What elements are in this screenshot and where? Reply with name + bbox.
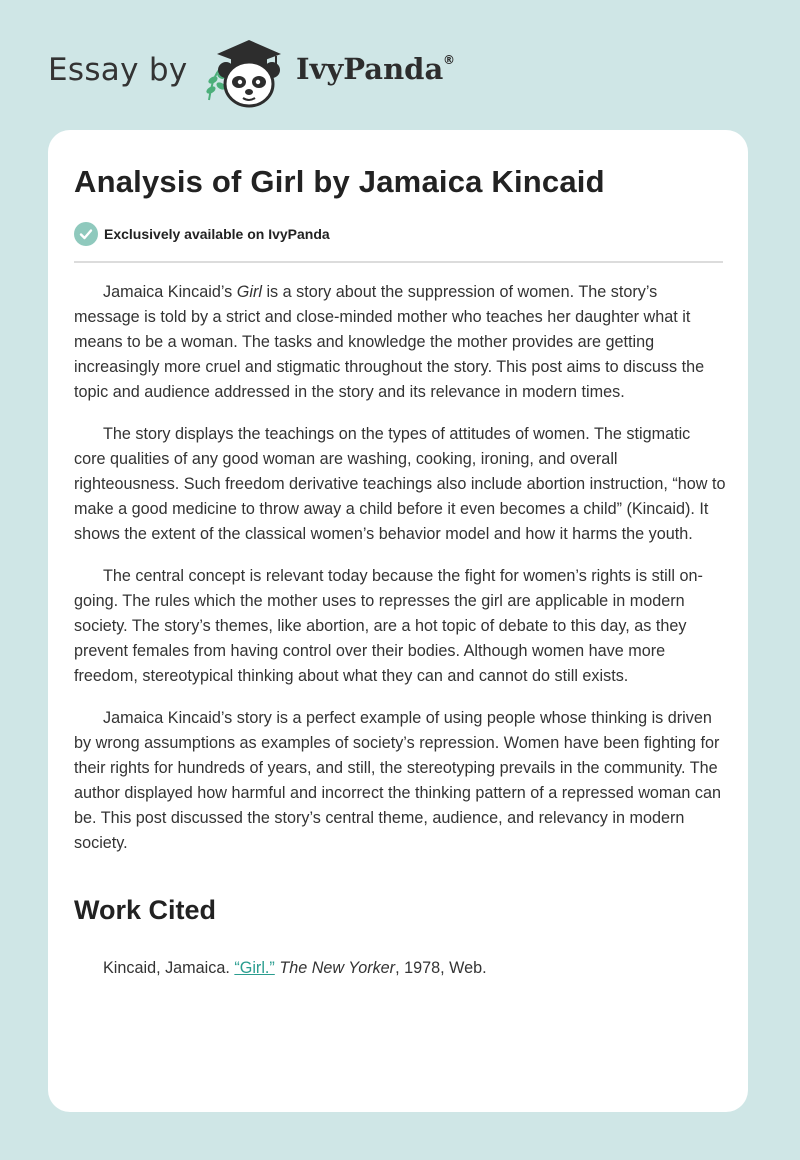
title-divider bbox=[74, 261, 723, 263]
brand-name: IvyPanda bbox=[296, 52, 444, 86]
citation-author: Kincaid, Jamaica. bbox=[103, 959, 235, 977]
paragraph-text: is a story about the suppression of women. The story’s message is told by a strict and close-minded mother who teaches her daughter what it means to be a woman. The tasks and knowledge the mother provides are getting increasingly more cruel and stigmatic throughout the story. This post aims to discuss the topic and audience addressed in the story and its relevance in modern times. bbox=[74, 283, 705, 401]
paragraph: The story displays the teachings on the types of attitudes of women. The stigmatic core qualities of any good woman are washing, cooking, ironing, and overall righteousness. Such freedom derivative teachings also include abortion instruction, “how to make a good medicine to throw away a child before it even becomes a child” (Kincaid). It shows the extent of the classical women’s behavior model and how it harms the youth. bbox=[74, 425, 726, 543]
work-title: Girl bbox=[236, 283, 262, 301]
panda-graduate-icon bbox=[201, 38, 281, 108]
citation-link[interactable]: “Girl.” bbox=[234, 959, 275, 977]
registered-mark: ® bbox=[443, 53, 455, 67]
citation-publication: The New Yorker bbox=[279, 959, 396, 977]
citation-details: , 1978, Web. bbox=[395, 959, 487, 977]
paragraph: Jamaica Kincaid’s story is a perfect example of using people whose thinking is driven by wrong assumptions as examples of society’s repression. Women have been fighting for their rights for hundreds of years, and still, the stereotyping prevails in the community. The author displayed how harmful and incorrect the thinking pattern of a repressed woman can be. This post discussed the story’s central theme, audience, and relevancy in modern society. bbox=[74, 709, 721, 852]
essay-body bbox=[74, 280, 726, 873]
check-circle-icon bbox=[74, 222, 98, 246]
exclusive-label: Exclusively available on IvyPanda bbox=[104, 226, 330, 242]
citation-entry bbox=[103, 956, 487, 981]
site-header-logo[interactable] bbox=[48, 38, 508, 108]
page-title: Analysis of Girl by Jamaica Kincaid bbox=[74, 164, 605, 199]
exclusive-badge bbox=[74, 222, 330, 246]
paragraph-text: Jamaica Kincaid’s bbox=[103, 283, 237, 301]
works-cited-heading: Work Cited bbox=[74, 895, 217, 925]
essay-card bbox=[48, 130, 748, 1112]
brand-prefix: Essay by bbox=[48, 52, 188, 88]
paragraph: The central concept is relevant today because the fight for women’s rights is still on-going. The rules which the mother uses to represses the girl are applicable in modern society. The story’s themes, like abortion, are a hot topic of debate to this day, as they prevent females from having control over their bodies. Although women have more freedom, stereotypical thinking about what they can and cannot do still exists. bbox=[74, 567, 703, 685]
paragraph bbox=[74, 280, 726, 405]
